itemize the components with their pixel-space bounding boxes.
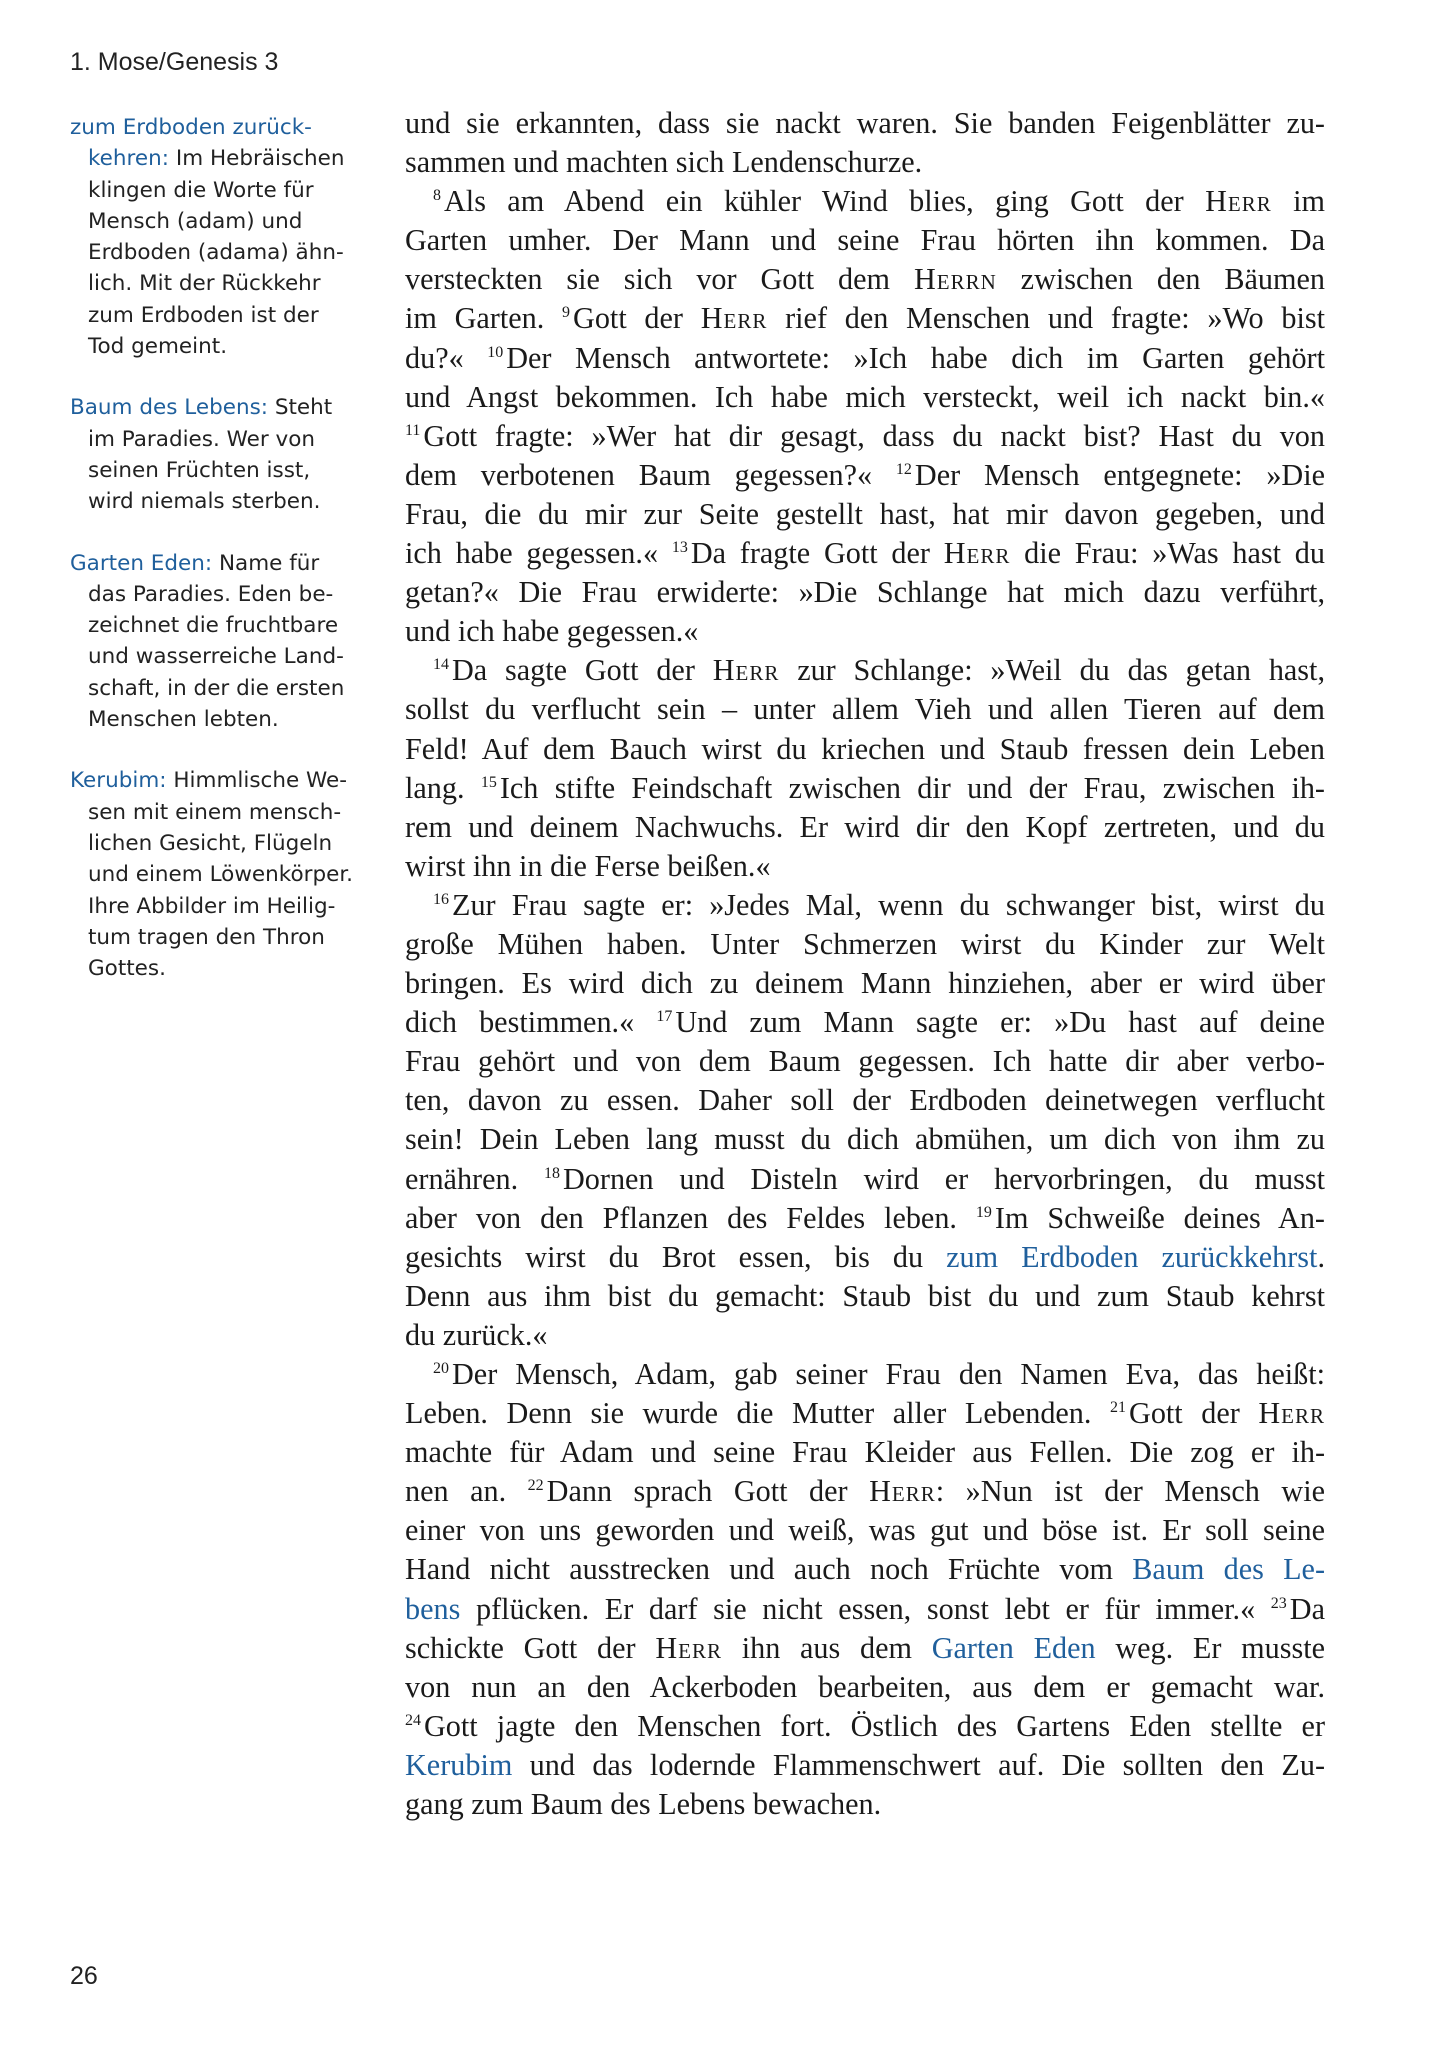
verse-number: 13 [671, 539, 688, 557]
divine-name: Herr [1205, 184, 1272, 219]
verse-number: 23 [1270, 1594, 1287, 1612]
verse-number: 12 [895, 460, 912, 478]
link-garten-eden[interactable]: Garten Eden [931, 1630, 1096, 1665]
glossary-entry-erdboden: zum Erdboden zurück- kehren: Im Hebräischen klingen die Worte für Mensch (adam) und Erdboden (adama) ähn- lich. Mit der Rückkehr zum Erdboden ist der Tod gemeint. [70, 115, 345, 360]
verse-16: $^{16}$Zur Frau sagte er: »Jedes Mal, wenn du schwanger bist, wirst du [433, 887, 1325, 922]
verse-number: 22 [527, 1477, 544, 1495]
divine-name: Herr [943, 536, 1011, 571]
verse-number: 15 [480, 773, 497, 791]
divine-name: Herr [712, 653, 780, 688]
verse-number: 8 [433, 187, 441, 205]
verse-20: $^{20}$Der Mensch, Adam, gab seiner Frau den Namen Eva, das heißt: [433, 1357, 1325, 1391]
divine-name: Herr [655, 1630, 722, 1665]
link-kerubim[interactable]: Kerubim [405, 1747, 513, 1782]
page-number: 26 [70, 1962, 98, 1990]
scripture-text: und sie erkannten, dass sie nackt waren. Sie banden Feigenblätter zu- sammen und machten sich Lendenschurze. $^8$Als am Abend ein kühler Wind blies, ging Gott der Herr im Garten umher. Der Mann und seine Frau hörten ihn kommen. Da versteckten sie sich vor Gott dem Herrn zwischen den Bäumen im Garten. $^9$Gott der Herr rief den Menschen und fragte: »Wo bist du?« $^{10}$Der Mensch antwortete: »Ich habe dich im Garten gehört und Angst bekommen. Ich habe mich versteckt, weil ich nackt bin.« $^{11}$Gott fragte: »Wer hat dir gesagt, dass du nackt bist? Hast du von dem verbotenen Baum gegessen?« $^{12}$Der Mensch entgegnete: »Die Frau, die du mir zur Seite gestellt hast, hat mir davon gegeben, und ich habe gegessen.« $^{13}$Da fragte Gott der Herr die Frau: »Was hast du getan?« Die Frau erwiderte: »Die Schlange hat mich dazu verführt, und ich habe gegessen.« $^{14}$Da sagte Gott der Herr zur Schlange: »Weil du das getan hast, sollst du verflucht sein – unter allem Vieh und allen Tieren auf dem Feld! Auf dem Bauch wirst du kriechen und Staub fressen dein Leben lang. $^{15}$Ich stifte Feindschaft zwischen dir und der Frau, zwischen ih- rem und deinem Nachwuchs. Er wird dir den Kopf zertreten, und du wirst ihn in die Ferse beißen.« $^{16}$Zur Frau sagte er: »Jedes Mal, wenn du schwanger bist, wirst du große Mühen haben. Unter Schmerzen wirst du Kinder zur Welt bringen. Es wird dich zu deinem Mann hinziehen, aber er wird über dich bestimmen.« $^{17}$Und zum Mann sagte er: »Du hast auf deine Frau gehört und von dem Baum gegessen. Ich hatte dir aber verbo- ten, davon zu essen. Daher soll der Erdboden deinetwegen verflucht sein! Dein Leben lang musst du dich abmühen, um dich von ihm zu ernähren. $^{18}$Dornen und Disteln wird er hervorbringen, du musst aber von den Pflanzen des Feldes leben. $^{19}$Im Schweiße deines An- gesichts wirst du Brot essen, bis du zum Erdboden zurückkehrst. Denn aus ihm bist du gemacht: Staub bist du und zum Staub kehrst du zurück.« $^{20}$Der Mensch, Adam, gab seiner Frau den Namen Eva, das heißt: Leben. Denn sie wurde die Mutter aller Lebenden. $^{21}$Gott der Herr machte für Adam und seine Frau Kleider aus Fellen. Die zog er ih- nen an. $^{22}$Dann sprach Gott der Herr: »Nun ist der Mensch wie einer von uns geworden und weiß, was gut und böse ist. Er soll seine Hand nicht ausstrecken und auch noch Früchte vom Baum des Le- bens pflücken. Er darf sie nicht essen, sonst lebt er für immer.« $^{23}$Da schickte Gott der Herr ihn aus dem Garten Eden weg. Er musste von nun an den Ackerboden bearbeiten, aus dem er gemacht war. $^{24}$Gott jagte den Menschen fort. Östlich des Gartens Eden stellte er Kerubim und das lodernde Flammenschwert auf. Die sollten den Zu- gang zum Baum des Lebens bewachen. [405, 106, 1326, 1822]
running-head: 1. Mose/Genesis 3 [70, 48, 279, 76]
verse-number: 24 [405, 1711, 421, 1729]
glossary-sidebar [70, 112, 360, 1014]
verse-number: 16 [433, 890, 449, 908]
verse-number: 19 [975, 1203, 992, 1221]
divine-name: Herr [1258, 1396, 1325, 1431]
verse-number: 14 [433, 656, 449, 674]
link-baum-des-lebens[interactable]: bens [405, 1591, 461, 1626]
verse-8: $^8$Als am Abend ein kühler Wind blies, ging Gott der Herr im [433, 184, 1325, 219]
verse-number: 18 [544, 1164, 560, 1182]
verse-number: 10 [487, 343, 504, 361]
glossary-term: Kerubim: [70, 768, 167, 794]
glossary-entry-kerubim: Kerubim: Himmlische We- sen mit einem mensch- lichen Gesicht, Flügeln und einem Löwenkörper. Ihre Abbilder im Heilig- tum tragen den Thron Gottes. [70, 768, 354, 982]
divine-name: Herr [869, 1474, 936, 1509]
verse-number: 20 [433, 1360, 449, 1377]
glossary-term: zum Erdboden zurück- [70, 115, 312, 140]
glossary-term: Baum des Lebens: [70, 395, 269, 421]
glossary-term: Garten Eden: [70, 550, 213, 576]
divine-name: Herr [700, 301, 768, 336]
verse-number: 21 [1110, 1399, 1127, 1417]
verse-number: 9 [562, 304, 571, 322]
verse-number: 17 [656, 1008, 673, 1026]
glossary-entry-garten-eden: Garten Eden: Name für das Paradies. Eden be- zeichnet die fruchtbare und wasserreiche Land- schaft, in der die ersten Menschen lebten. [70, 550, 345, 733]
verse-14: $^{14}$Da sagte Gott der Herr zur Schlange: »Weil du das getan hast, [433, 653, 1325, 688]
divine-name: Herrn [913, 262, 997, 297]
glossary-entry-baum-des-lebens: Baum des Lebens: Steht im Paradies. Wer von seinen Früchten isst, wird niemals sterben. [70, 395, 333, 515]
link-erdboden[interactable]: zum Erdboden zurückkehrst [946, 1239, 1318, 1274]
link-baum-des-lebens[interactable]: Baum des Le- [1132, 1552, 1325, 1587]
verse-number: 11 [405, 421, 421, 439]
